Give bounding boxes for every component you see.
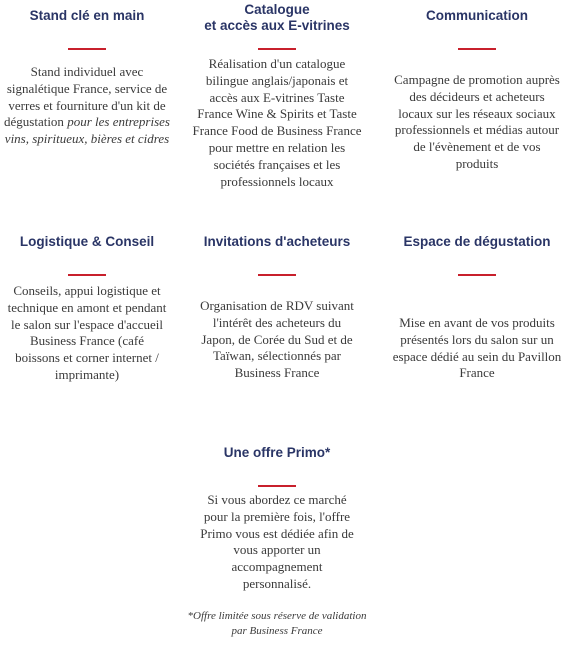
- card-communication: [382, 8, 572, 173]
- card-description: Réalisation d'un catalogue bilingue anglais/japonais et accès aux E-vitrines Taste France Wine & Spirits et Taste France Food de Business France pour mettre en relation les sociétés françaises et les professionnels locaux: [192, 56, 362, 189]
- card-stand-cle-en-main: [0, 8, 182, 148]
- card-logistique-conseil: [0, 234, 182, 384]
- card-catalogue: [182, 2, 372, 190]
- card-invitations-acheteurs: [182, 234, 372, 382]
- card-title: Invitations d'acheteurs: [203, 234, 351, 249]
- title-divider: [258, 485, 296, 487]
- card-description: Organisation de RDV suivant l'intérêt des acheteurs du Japon, de Corée du Sud et de Taïwan, sélectionnés par Business France: [200, 298, 354, 381]
- offer-footnote: *Offre limitée sous réserve de validation par Business France: [187, 609, 367, 637]
- title-divider: [68, 274, 106, 276]
- card-description-italic: pour les entreprises vins, spiritueux, bières et cidres: [4, 114, 170, 147]
- card-title: Espace de dégustation: [403, 234, 551, 249]
- title-divider: [68, 48, 106, 50]
- card-description: Conseils, appui logistique et technique en amont et pendant le salon sur l'espace d'accueil Business France (café boissons et corner internet / imprimante): [7, 283, 167, 382]
- card-espace-degustation: [382, 234, 572, 382]
- title-divider: [258, 274, 296, 276]
- card-title: Stand clé en main: [29, 8, 145, 23]
- card-title: Catalogue et accès aux E-vitrines: [204, 2, 350, 33]
- card-description: Si vous abordez ce marché pour la première fois, l'offre Primo vous est dédiée afin de vous apporter un accompagnement personnalisé.: [200, 492, 354, 591]
- card-description: Campagne de promotion auprès des décideurs et acheteurs locaux sur les réseaux sociaux professionnels et médias autour de l'évènement et de vos produits: [394, 72, 560, 171]
- card-description: Mise en avant de vos produits présentés lors du salon sur un espace dédié au sein du Pavillon France: [392, 315, 562, 381]
- card-title: Logistique & Conseil: [19, 234, 155, 249]
- card-title: Communication: [425, 8, 528, 23]
- card-offre-primo: [182, 445, 372, 639]
- card-title: Une offre Primo*: [223, 445, 331, 460]
- title-divider: [458, 274, 496, 276]
- card-description: Stand individuel avec signalétique France, service de verres et fourniture d'un kit de dégustation pour les entreprises vins, spiritueux, bières et cidres: [4, 64, 170, 147]
- title-divider: [458, 48, 496, 50]
- title-divider: [258, 48, 296, 50]
